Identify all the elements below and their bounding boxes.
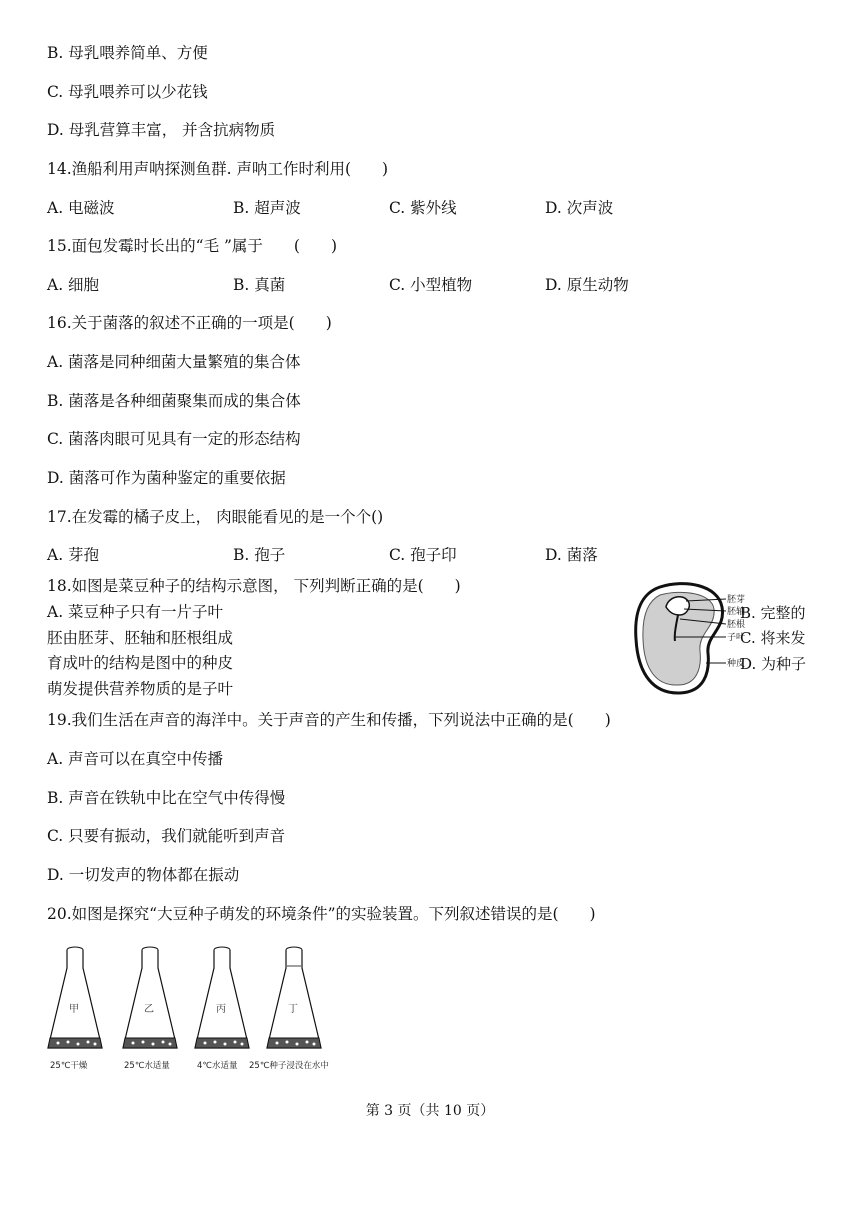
flask-bing <box>195 947 249 1071</box>
flask-experiment-diagram <box>40 940 360 1075</box>
option-line: C. 母乳喂养可以少花钱 <box>47 83 208 101</box>
page-footer: 第 3 页（共 10 页） <box>365 1103 495 1119</box>
q17-option-d: D. 菌落 <box>545 546 598 564</box>
q17-option-c: C. 孢子印 <box>389 546 457 564</box>
flask-condition-ding: 25℃种子浸没在水中 <box>249 1061 329 1071</box>
flask-name-yi: 乙 <box>144 1004 154 1015</box>
option-line: B. 母乳喂养简单、方便 <box>47 44 208 62</box>
question-15: 15.面包发霉时长出的“毛 ”属于 ( ) <box>47 237 338 255</box>
bean-seed-diagram <box>630 577 746 699</box>
question-16: 16.关于菌落的叙述不正确的一项是( ) <box>47 314 332 332</box>
question-17: 17.在发霉的橘子皮上， 肉眼能看见的是一个个() <box>47 508 384 526</box>
label-plumule: 胚芽 <box>727 595 746 605</box>
q16-option-a: A. 菌落是同种细菌大量繁殖的集合体 <box>47 353 301 371</box>
q16-option-b: B. 菌落是各种细菌聚集而成的集合体 <box>47 392 301 410</box>
q14-option-c: C. 紫外线 <box>389 199 457 217</box>
q19-option-b: B. 声音在铁轨中比在空气中传得慢 <box>47 789 286 807</box>
q14-option-d: D. 次声波 <box>545 199 614 217</box>
q18-option-c: C. 将来发 <box>740 629 806 647</box>
q18-option-b-cont: 胚由胚芽、胚轴和胚根组成 <box>47 629 234 647</box>
flask-name-jia: 甲 <box>69 1004 79 1015</box>
q15-option-d: D. 原生动物 <box>545 276 629 294</box>
q14-option-a: A. 电磁波 <box>47 199 115 217</box>
flask-ding <box>249 947 329 1071</box>
q18-option-a: A. 菜豆种子只有一片子叶 <box>47 603 224 621</box>
q18-option-d-cont: 萌发提供营养物质的是子叶 <box>47 680 234 698</box>
q19-option-c: C. 只要有振动，我们就能听到声音 <box>47 827 286 845</box>
q16-option-d: D. 菌落可作为菌种鉴定的重要依据 <box>47 469 286 487</box>
q15-option-c: C. 小型植物 <box>389 276 473 294</box>
q15-option-a: A. 细胞 <box>47 276 100 294</box>
q17-option-a: A. 芽孢 <box>47 546 100 564</box>
flask-name-bing: 丙 <box>216 1004 226 1015</box>
q16-option-c: C. 菌落肉眼可见具有一定的形态结构 <box>47 430 301 448</box>
flask-yi <box>123 947 177 1071</box>
label-cotyledon: 子叶 <box>727 633 746 643</box>
flask-condition-bing: 4℃水适量 <box>197 1061 238 1071</box>
label-radicle: 胚根 <box>727 620 746 630</box>
flask-jia <box>48 947 102 1071</box>
q19-option-d: D. 一切发声的物体都在振动 <box>47 866 240 884</box>
question-20: 20.如图是探究“大豆种子萌发的环境条件”的实验装置。下列叙述错误的是( ) <box>47 905 596 923</box>
flask-condition-jia: 25℃干燥 <box>50 1061 88 1071</box>
q18-option-d: D. 为种子 <box>740 655 807 673</box>
label-seed-coat: 种皮 <box>727 659 746 669</box>
q18-option-b: B. 完整的 <box>740 604 806 622</box>
q18-option-c-cont: 育成叶的结构是图中的种皮 <box>47 654 234 672</box>
option-line: D. 母乳营算丰富， 并含抗病物质 <box>47 121 276 139</box>
question-14: 14.渔船利用声呐探测鱼群. 声呐工作时利用( ) <box>47 160 389 178</box>
question-18: 18.如图是菜豆种子的结构示意图， 下列判断正确的是( ) <box>47 577 461 595</box>
flask-name-ding: 丁 <box>288 1004 298 1015</box>
q14-option-b: B. 超声波 <box>233 199 301 217</box>
flask-condition-yi: 25℃水适量 <box>124 1061 170 1071</box>
q17-option-b: B. 孢子 <box>233 546 286 564</box>
q15-option-b: B. 真菌 <box>233 276 286 294</box>
label-hypocotyl: 胚轴 <box>727 607 746 617</box>
q19-option-a: A. 声音可以在真空中传播 <box>47 750 224 768</box>
question-19: 19.我们生活在声音的海洋中。关于声音的产生和传播，下列说法中正确的是( ) <box>47 711 611 729</box>
